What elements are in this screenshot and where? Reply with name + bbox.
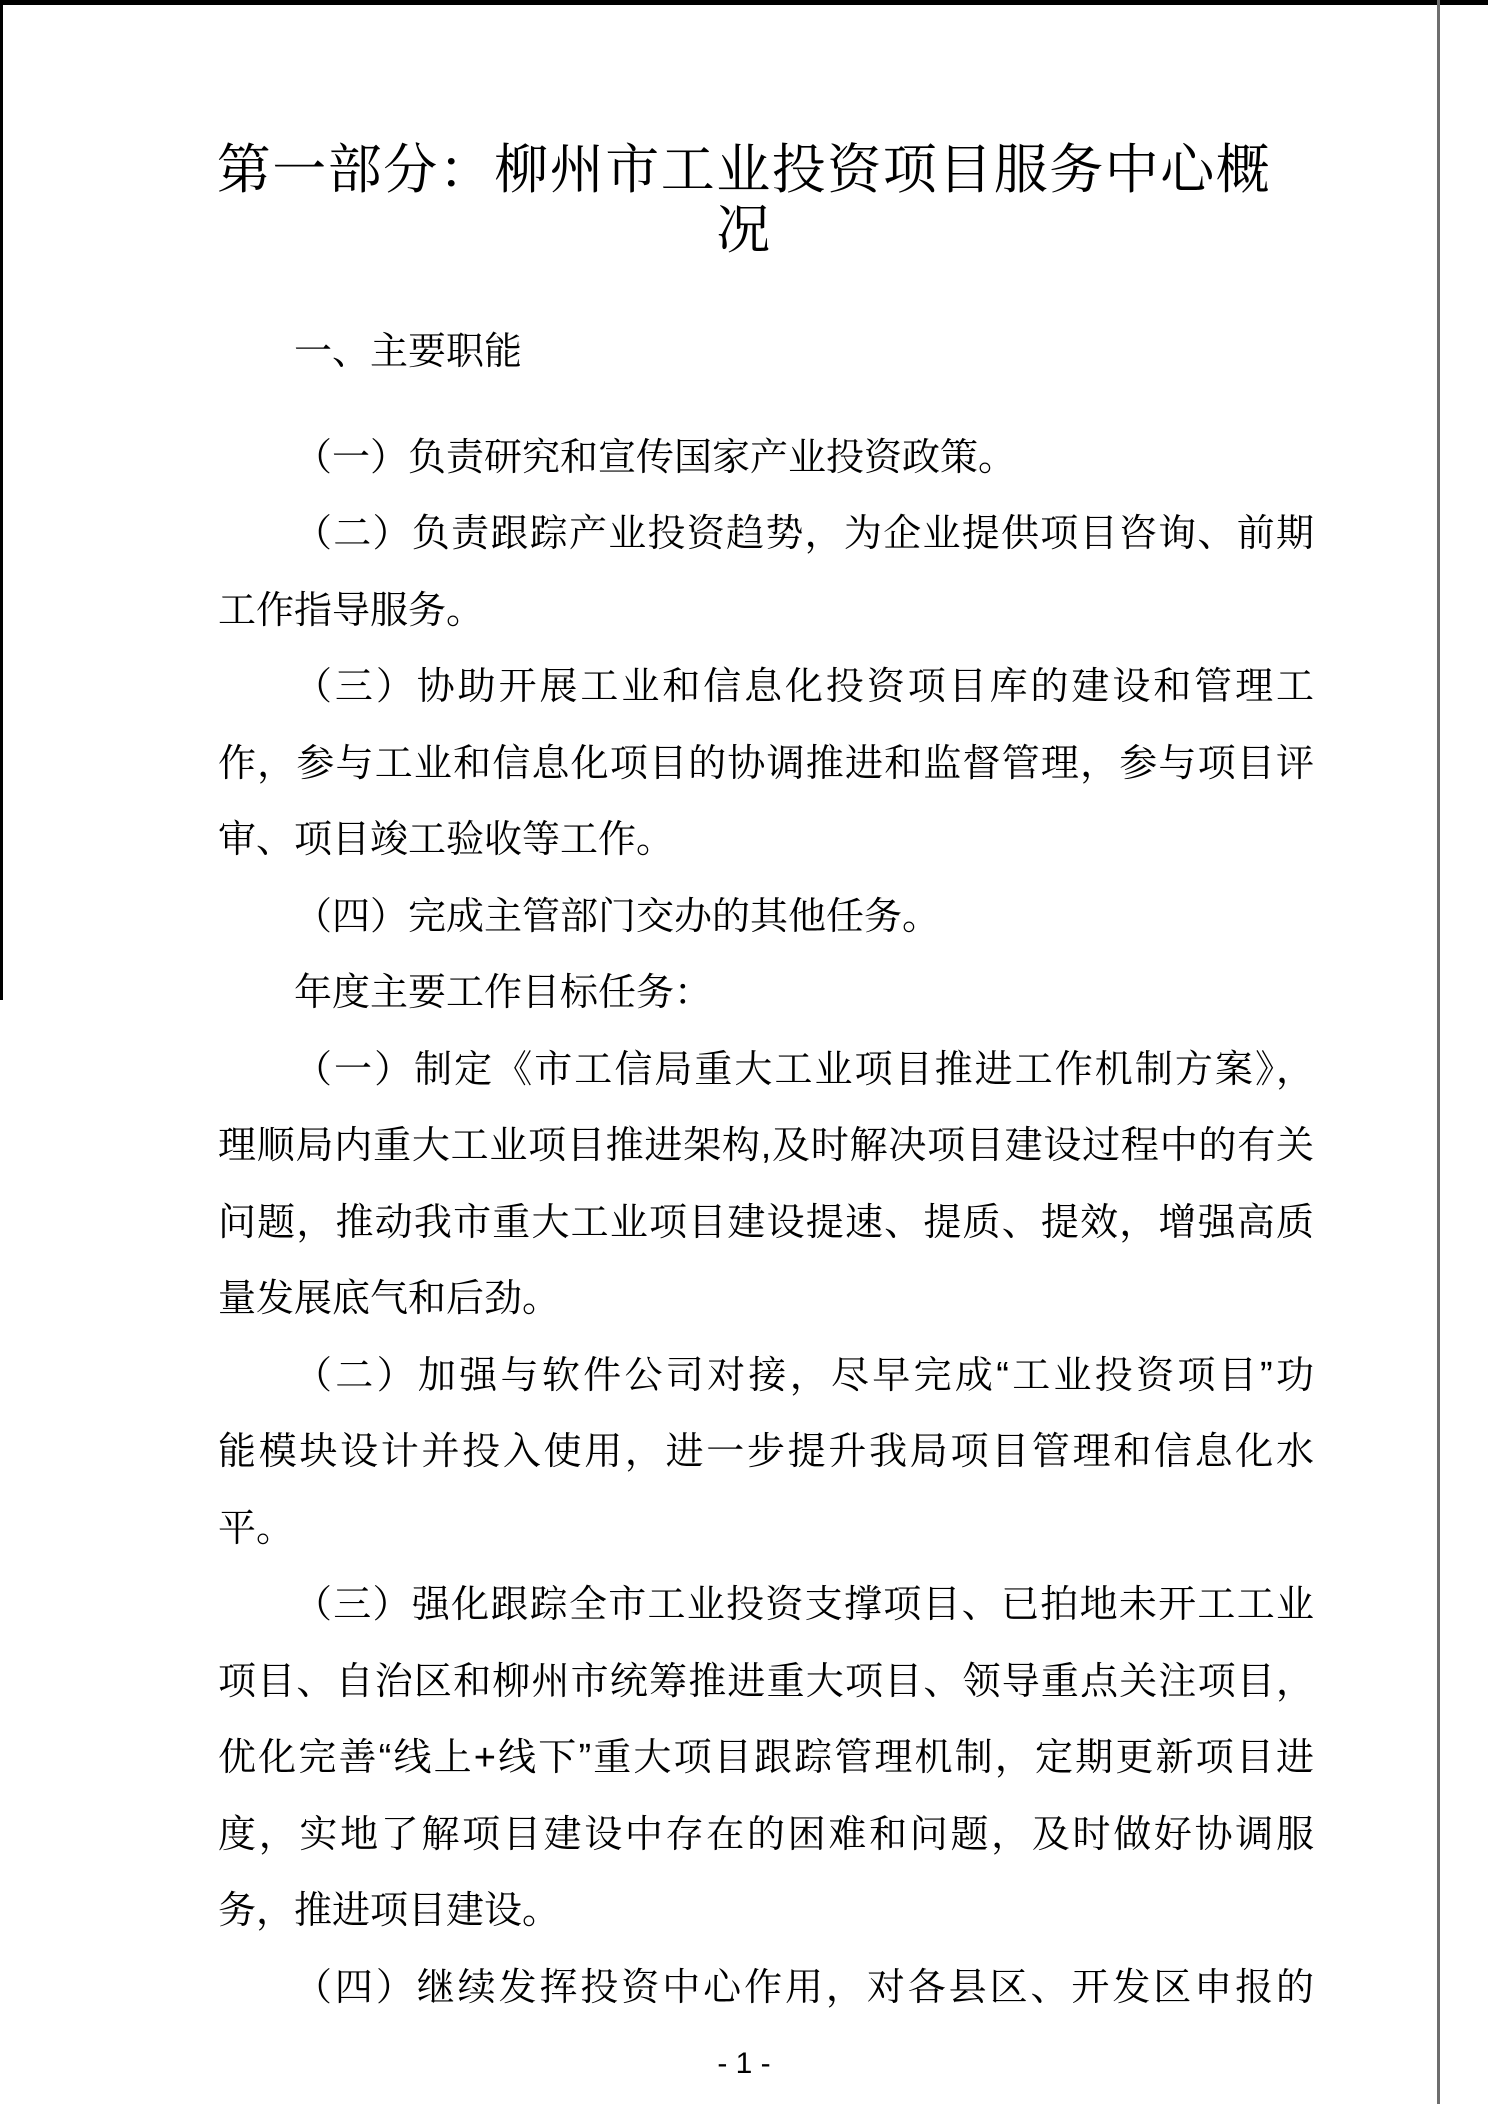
page-right-edge-line: [1437, 0, 1440, 2104]
body-line: 务，推进项目建设。: [218, 1890, 561, 1932]
document-body: [218, 314, 1314, 2026]
body-line: 能模块设计并投入使用，进一步提升我局项目管理和信息化水: [218, 1431, 1314, 1473]
body-line: 量发展底气和后劲。: [218, 1278, 561, 1320]
body-line: 理顺局内重大工业项目推进架构,及时解决项目建设过程中的有关: [218, 1125, 1314, 1167]
document-title-line-1: 第一部分：柳州市工业投资项目服务中心概: [216, 140, 1272, 200]
document-title-line-2: 况: [716, 200, 772, 260]
body-line: （二）负责跟踪产业投资趋势，为企业提供项目咨询、前期: [294, 513, 1314, 555]
body-line: （一）制定《市工信局重大工业项目推进工作机制方案》，: [294, 1048, 1314, 1091]
body-line: （三）协助开展工业和信息化投资项目库的建设和管理工: [294, 666, 1314, 708]
body-line: 平。: [218, 1507, 295, 1550]
body-line: （四）继续发挥投资中心作用，对各县区、开发区申报的: [294, 1966, 1314, 2009]
document-title: [0, 140, 1488, 260]
body-line: 度，实地了解项目建设中存在的困难和问题，及时做好协调服: [218, 1813, 1314, 1856]
body-line: 问题，推动我市重大工业项目建设提速、提质、提效，增强高质: [218, 1201, 1314, 1244]
body-line: 审、项目竣工验收等工作。: [218, 819, 675, 861]
body-line: （四）完成主管部门交办的其他任务。: [294, 895, 941, 938]
body-line: 项目、自治区和柳州市统筹推进重大项目、领导重点关注项目，: [218, 1660, 1314, 1703]
body-line: （三）强化跟踪全市工业投资支撑项目、已拍地未开工工业: [294, 1584, 1314, 1626]
section-heading: 一、主要职能: [294, 331, 523, 373]
body-line: 优化完善“线上+线下”重大项目跟踪管理机制，定期更新项目进: [218, 1737, 1314, 1779]
body-line: （一）负责研究和宣传国家产业投资政策。: [294, 436, 1017, 479]
body-line: 工作指导服务。: [218, 589, 485, 632]
body-line: 年度主要工作目标任务：: [294, 972, 713, 1014]
page-number: - 1 -: [717, 2047, 771, 2080]
body-line: （二）加强与软件公司对接，尽早完成“工业投资项目”功: [294, 1354, 1314, 1397]
body-line: 作，参与工业和信息化项目的协调推进和监督管理，参与项目评: [218, 742, 1314, 785]
page-top-edge-line: [0, 0, 1488, 5]
